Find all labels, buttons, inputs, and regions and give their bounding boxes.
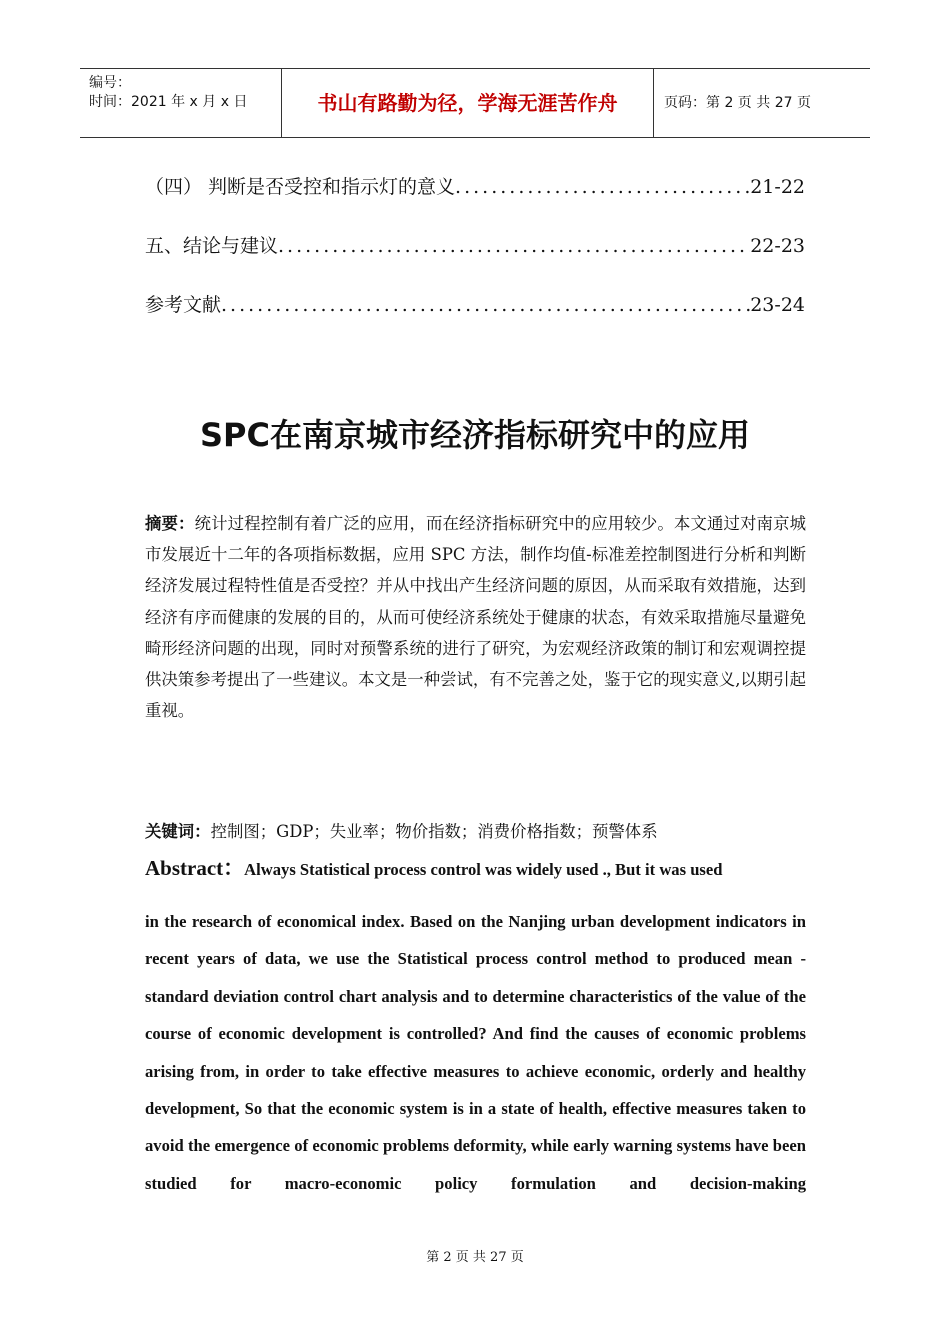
keywords-text: 控制图；GDP；失业率；物价指数；消费价格指数；预警体系 (210, 822, 658, 841)
document-title: SPC在南京城市经济指标研究中的应用 (200, 416, 750, 454)
header-meta-cell (80, 69, 281, 137)
toc-dot-leader (278, 235, 750, 257)
header-number-label: 编号： (89, 75, 131, 91)
abstract-english-first-line (145, 852, 806, 882)
header-motto: 书山有路勤为径，学海无涯苦作舟 (281, 69, 654, 137)
toc-entry (145, 290, 805, 317)
abstract-en-first-line: Always Statistical process control was widely used ., But it was used (244, 860, 723, 879)
abstract-english: in the research of economical index. Based on the Nanjing urban development indicators in recent years of data, we use the Statistical process control method to produced mean - standard deviation control chart analysis and to determine characteristics of the value of the course of economic development is controlled? And find the causes of economic problems arising from, in order to take effective measures to achieve economic, orderly and healthy development, So that the economic system is in a state of health, effective measures taken to avoid the emergence of economic problems deformity, while early warning systems have been studied for macro-economic policy formulation and decision-making (145, 912, 806, 1193)
page-footer: 第 2 页 共 27 页 (426, 1250, 524, 1265)
abstract-cn-label: 摘要： (145, 514, 195, 533)
abstract-chinese (145, 508, 806, 726)
toc-entry-pages: 22-23 (750, 235, 805, 257)
toc-entry-title: （四） 判断是否受控和指示灯的意义 (145, 176, 456, 198)
toc-dot-leader (455, 176, 750, 198)
header-time-label: 时间：2021 年 x 月 x 日 (89, 94, 248, 110)
abstract-cn-text: 统计过程控制有着广泛的应用，而在经济指标研究中的应用较少。本文通过对南京城市发展近十二年的各项指标数据，应用 SPC 方法，制作均值-标准差控制图进行分析和判断经济发展过程特性值是否受控？并从中找出产生经济问题的原因，从而采取有效措施，达到经济有序而健康的发展的目的，从而可使经济系统处于健康的状态，有效采取措施尽量避免畸形经济问题的出现，同时对预警系统的进行了研究，为宏观经济政策的制订和宏观调控提供决策参考提出了一些建议。本文是一种尝试，有不完善之处，鉴于它的现实意义,以期引起重视。 (145, 514, 807, 721)
abstract-en-label: Abstract： (145, 856, 245, 880)
toc-entry (145, 231, 805, 258)
header-page-info: 页码：第 2 页 共 27 页 (664, 95, 811, 111)
page-header (80, 68, 870, 138)
toc-entry-pages: 21-22 (750, 176, 805, 198)
toc-entry-title: 参考文献 (145, 294, 222, 316)
toc-entry-pages: 23-24 (750, 294, 805, 316)
toc-entry (145, 172, 805, 199)
toc-dot-leader (221, 294, 750, 316)
keywords (145, 818, 806, 842)
toc-entry-title: 五、结论与建议 (145, 235, 279, 257)
keywords-label: 关键词： (145, 822, 211, 841)
